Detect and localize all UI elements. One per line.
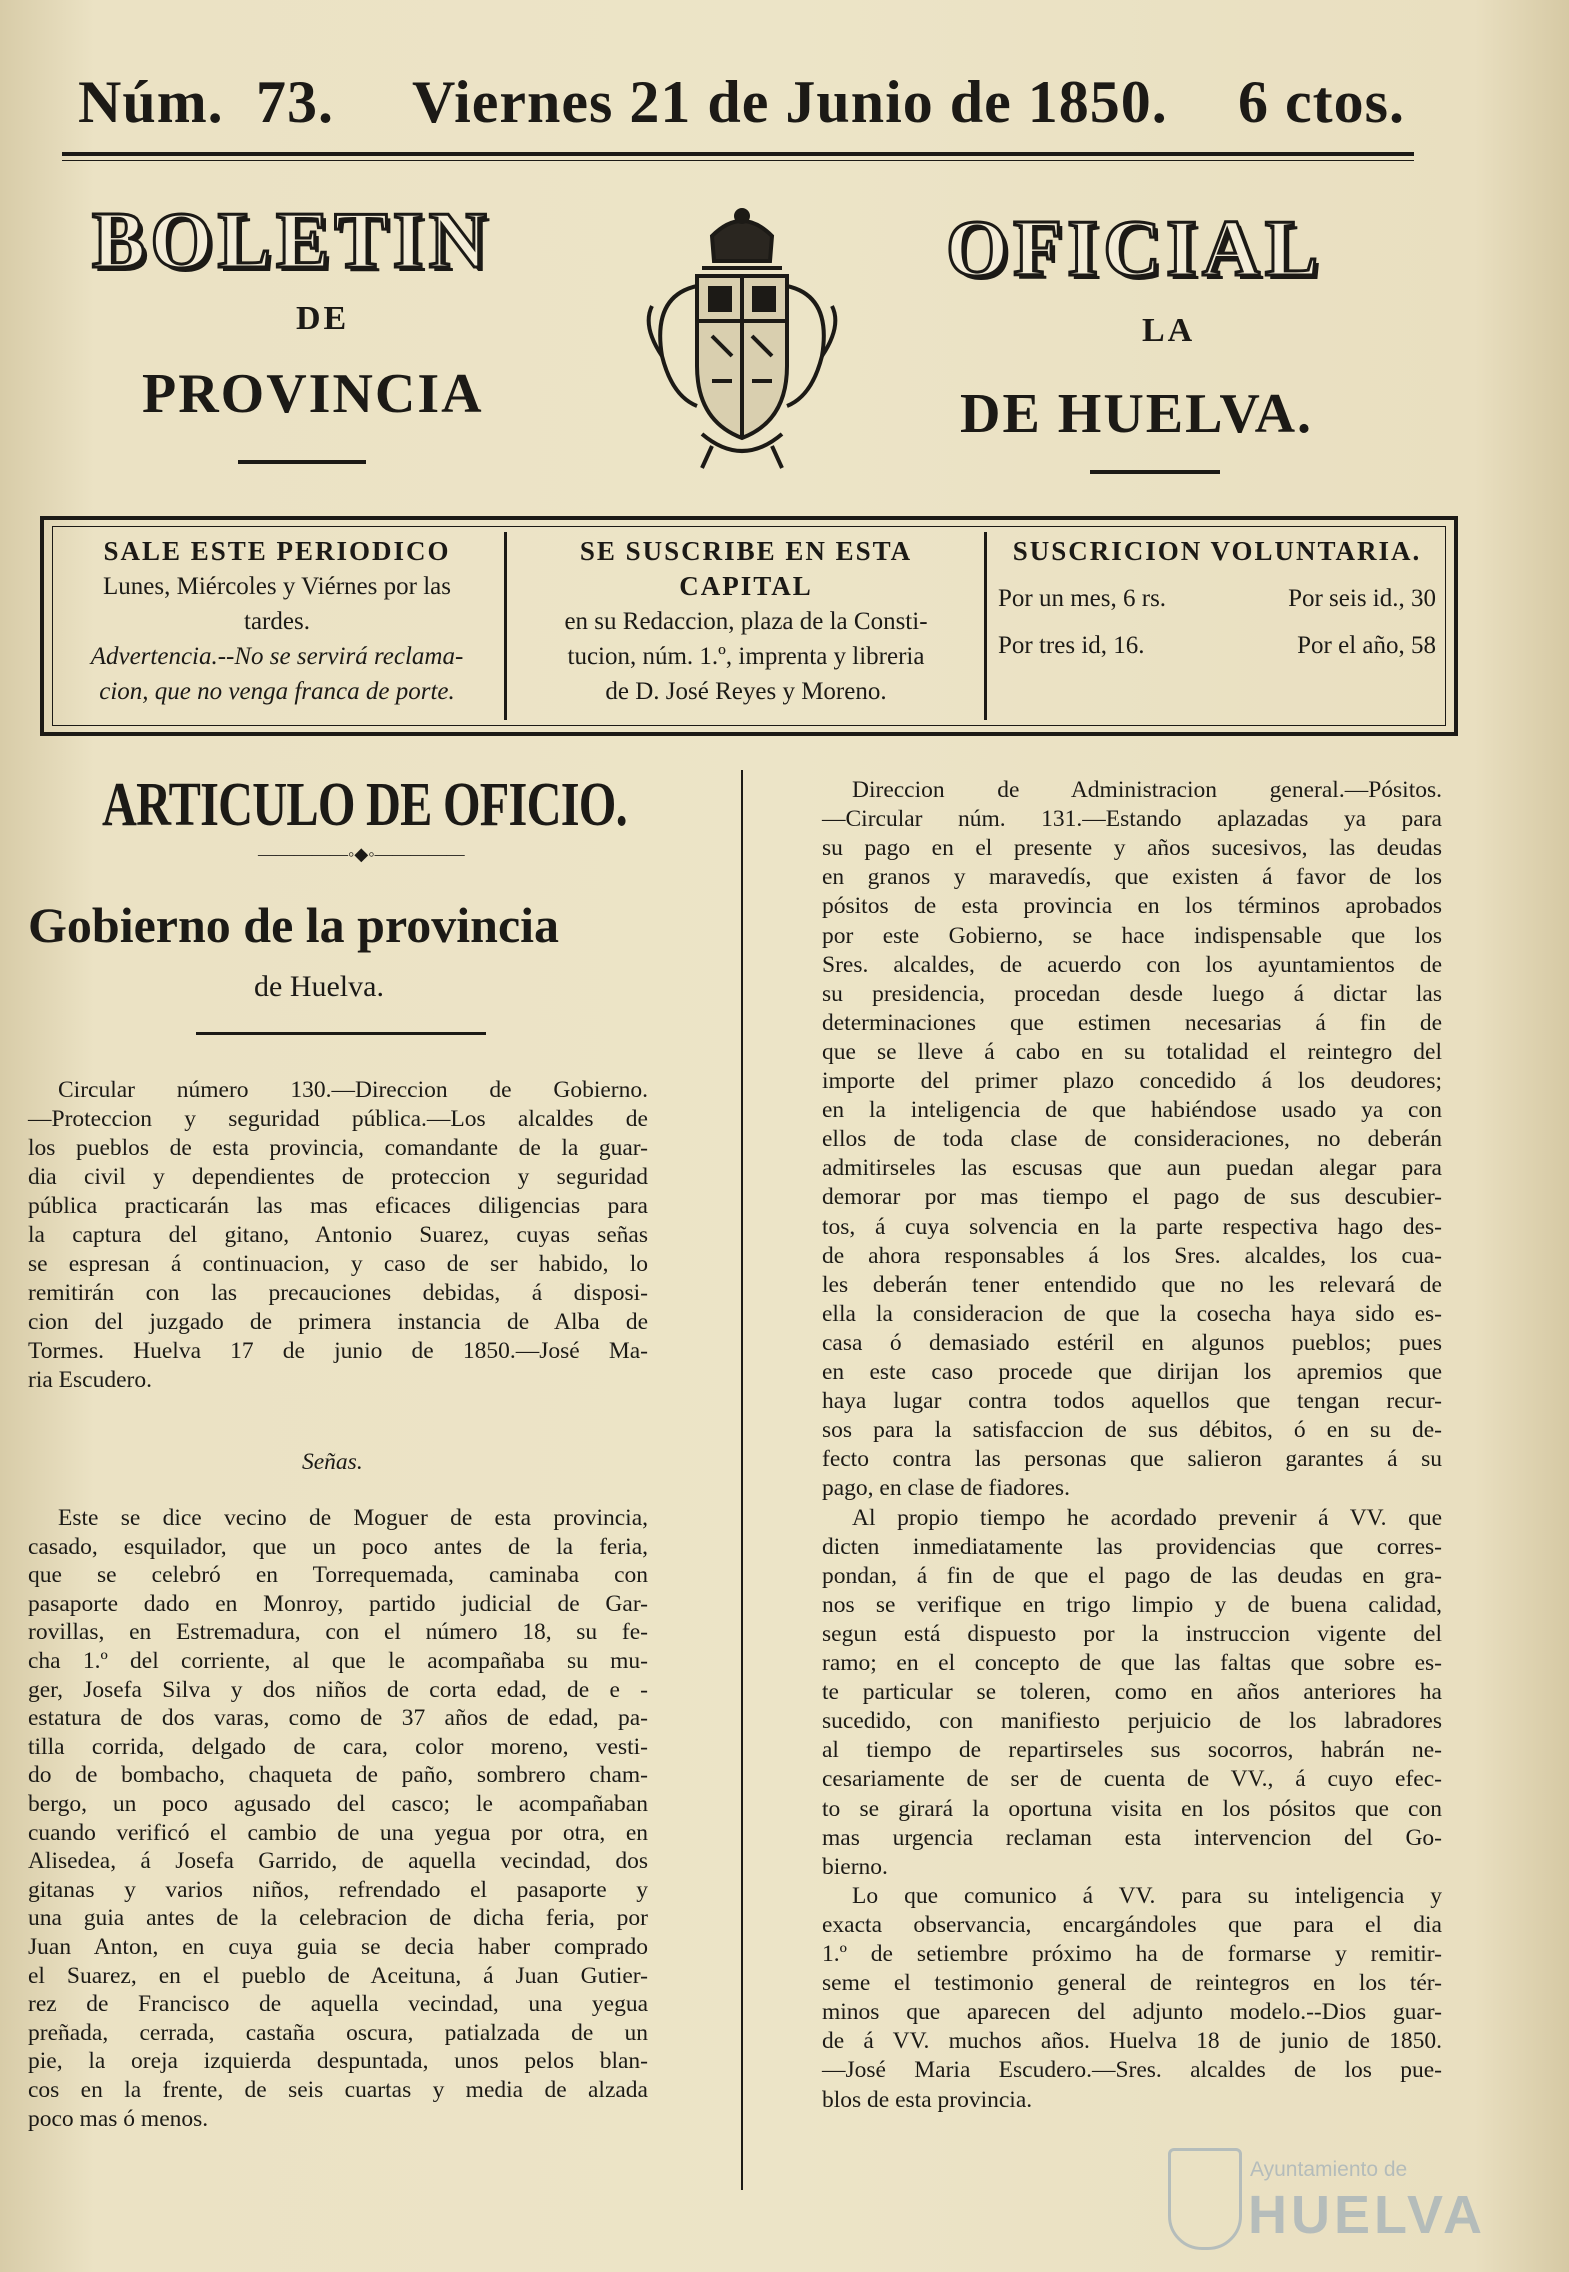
text-line: casa ó demasiado estéril en algunos pueblos; pues — [822, 1329, 1442, 1356]
text-line: te particular se toleren, como en años anteriores ha — [822, 1679, 1442, 1706]
title-de: DE — [296, 300, 350, 337]
text-line: pasaporte dado en Monroy, partido judicial de Gar- — [28, 1590, 648, 1617]
watermark — [1168, 2148, 1486, 2248]
coat-of-arms-icon — [642, 206, 842, 476]
text-line: Direccion de Administracion general.—Pósitos. — [852, 777, 1442, 803]
info-col-subscribe — [512, 534, 980, 709]
text-line: preñada, cerrada, castaña oscura, patialzada de un — [28, 2019, 648, 2046]
text-line: determinaciones que estimen necesarias á fin de — [822, 1009, 1442, 1036]
info-prices-row1 — [992, 581, 1442, 616]
text-line: Circular número 130.—Direccion de Gobierno. — [58, 1077, 648, 1103]
info-divider-1 — [504, 532, 507, 720]
text-line: sucedido, con manifiesto perjuicio de los labradores — [822, 1708, 1442, 1735]
title-oficial: OFICIAL — [946, 205, 1324, 293]
title-la: LA — [1142, 312, 1196, 349]
text-line: de á VV. muchos años. Huelva 18 de junio de 1850. — [822, 2028, 1442, 2055]
info-subscribe-line1: en su Redaccion, plaza de la Consti- — [564, 608, 928, 635]
info-col-prices — [992, 534, 1442, 663]
text-line: dia civil y dependientes de proteccion y seguridad — [28, 1164, 648, 1190]
text-line: su presidencia, procedan desde luego á dictar las — [822, 980, 1442, 1007]
text-line: ella la consideracion de que la cosecha haya sido es- — [822, 1300, 1442, 1327]
issue-number-label: Núm. — [78, 69, 224, 135]
info-prices-heading: SUSCRICION VOLUNTARIA. — [1012, 536, 1422, 566]
text-line: cuando verificó el cambio de una yegua por otra, en — [28, 1819, 648, 1846]
title-de-huelva: DE HUELVA. — [960, 383, 1314, 445]
text-line: bierno. — [822, 1853, 888, 1880]
text-line: sos para la satisfaccion de sus débitos, ó en su de- — [822, 1417, 1442, 1444]
text-line: Al propio tiempo he acordado prevenir á VV. que — [852, 1504, 1442, 1531]
price-three-months: Por tres id, 16. — [998, 632, 1145, 659]
text-line: el Suarez, en el pueblo de Aceituna, á Juan Gutier- — [28, 1962, 648, 1989]
info-publication-time: tardes. — [244, 608, 310, 635]
text-line: Alisedea, á Josefa Garrido, de aquella vecindad, dos — [28, 1848, 648, 1875]
watermark-shield-icon — [1168, 2148, 1242, 2250]
issue-number-value: 73. — [256, 69, 334, 135]
title-provincia: PROVINCIA — [142, 363, 484, 425]
info-subscribe-line3: de D. José Reyes y Moreno. — [605, 678, 887, 705]
section-rule — [196, 1032, 486, 1035]
text-line: ger, Josefa Silva y dos niños de corta edad, de e - — [28, 1676, 648, 1703]
text-line: to se girará la oportuna visita en los pósitos que con — [822, 1795, 1442, 1822]
text-line: —Proteccion y seguridad pública.—Los alcaldes de — [28, 1106, 648, 1132]
text-line: de ahora responsables á los Sres. alcaldes, los cua- — [822, 1242, 1442, 1269]
text-line: Tormes. Huelva 17 de junio de 1850.—José Ma- — [28, 1338, 648, 1364]
text-line: segun está dispuesto por la instruccion vigente del — [822, 1620, 1442, 1647]
text-line: nos se verifique en trigo limpio y de buena calidad, — [822, 1591, 1442, 1618]
text-line: cion del juzgado de primera instancia de Alba de — [28, 1309, 648, 1335]
text-line: minos que aparecen del adjunto modelo.--Dios guar- — [822, 1999, 1442, 2026]
text-line: gitanas y varios niños, refrendado el pasaporte y — [28, 1876, 648, 1903]
text-line: los pueblos de esta provincia, comandante de la guar- — [28, 1135, 648, 1161]
text-line: la captura del gitano, Antonio Suarez, cuyas señas — [28, 1222, 648, 1248]
text-line: —Circular núm. 131.—Estando aplazadas ya para — [822, 806, 1442, 833]
section-heading: Gobierno de la provincia — [28, 897, 560, 953]
watermark-big: HUELVA — [1248, 2185, 1486, 2245]
text-line: cos en la frente, de seis cuartas y media de alzada — [28, 2077, 648, 2103]
text-line: se espresan á continuacion, y caso de ser habido, lo — [28, 1251, 648, 1277]
text-line: casado, esquilador, que un poco antes de la feria, — [28, 1533, 648, 1560]
info-advertencia-cont: cion, que no venga franca de porte. — [99, 678, 455, 705]
text-line: 1.º de setiembre próximo ha de formarse y remitir- — [822, 1941, 1442, 1967]
text-line: su pago en el presente y años sucesivos, las deudas — [822, 835, 1442, 862]
issue-price: 6 ctos. — [1238, 69, 1405, 135]
ornament-divider: —————◦◆◦————— — [258, 844, 465, 864]
text-line: poco mas ó menos. — [28, 2105, 209, 2132]
article-heading: ARTICULO DE OFICIO. — [102, 771, 627, 839]
text-line: en la inteligencia de que habiéndose usado ya con — [822, 1097, 1442, 1124]
text-line: admitirseles las escusas que aun puedan alegar para — [822, 1155, 1442, 1182]
title-boletin: BOLETIN — [92, 197, 492, 285]
senas-heading: Señas. — [302, 1449, 363, 1475]
text-line: blos de esta provincia. — [822, 2086, 1033, 2113]
text-line: fecto contra las personas que salieron garantes á su — [822, 1446, 1442, 1473]
subscription-box — [40, 516, 1458, 736]
masthead-rule — [62, 152, 1414, 156]
text-line: por este Gobierno, se hace indispensable que los — [822, 922, 1442, 949]
price-six-months: Por seis id., 30 — [1288, 585, 1436, 612]
info-subscribe-line2: tucion, núm. 1.º, imprenta y libreria — [567, 643, 925, 670]
text-line: cesariamente de ser de cuenta de VV., á cuyo efec- — [822, 1766, 1442, 1793]
issue-date: Viernes 21 de Junio de 1850. — [412, 69, 1168, 135]
text-line: rovillas, en Estremadura, con el número 18, su fe- — [28, 1619, 648, 1646]
text-line: Este se dice vecino de Moguer de esta provincia, — [58, 1505, 648, 1531]
text-line: tilla corrida, delgado de cara, color moreno, vesti- — [28, 1733, 648, 1760]
watermark-small: Ayuntamiento de — [1250, 2158, 1408, 2181]
text-line: ramo; en el concepto de que las faltas que sobre es- — [822, 1650, 1442, 1676]
info-divider-2 — [984, 532, 987, 720]
text-line: una guia antes de la celebracion de dicha feria, por — [28, 1905, 648, 1932]
text-line: haya lugar contra todos aquellos que tengan recur- — [822, 1388, 1442, 1415]
text-line: Sres. alcaldes, de acuerdo con los ayuntamientos de — [822, 951, 1442, 978]
text-line: ria Escudero. — [28, 1367, 152, 1393]
info-subscribe-heading: SE SUSCRIBE EN ESTA CAPITAL — [579, 536, 913, 601]
title-rule-right — [1090, 470, 1220, 474]
text-line: do de bombacho, chaqueta de paño, sombrero cham- — [28, 1762, 648, 1789]
text-line: en granos y maravedís, que existen á favor de los — [822, 864, 1442, 891]
text-line: pósitos de esta provincia en los términos aprobados — [822, 893, 1442, 920]
text-line: remitirán con las precauciones debidas, á disposi- — [28, 1280, 648, 1306]
text-line: les deberán tener entendido que no les relevará de — [822, 1271, 1442, 1298]
info-publication-heading: SALE ESTE PERIODICO — [103, 536, 451, 566]
info-publication-days: Lunes, Miércoles y Viérnes por las — [103, 573, 451, 600]
text-line: que se celebró en Torrequemada, caminaba con — [28, 1562, 648, 1589]
text-line: Juan Anton, en cuya guia se decia haber comprado — [28, 1934, 648, 1960]
text-line: pago, en clase de fiadores. — [822, 1475, 1070, 1502]
text-line: bergo, un poco agusado del casco; le acompañaban — [28, 1791, 648, 1817]
column-divider — [741, 770, 743, 2190]
price-one-month: Por un mes, 6 rs. — [998, 585, 1167, 612]
price-year: Por el año, 58 — [1297, 632, 1436, 659]
info-advertencia: Advertencia.--No se servirá reclama- — [90, 643, 464, 670]
text-line: importe del primer plazo concedido á los deudores; — [822, 1068, 1442, 1094]
text-line: exacta observancia, encargándoles que para el dia — [822, 1911, 1442, 1938]
text-line: pública practicarán las mas eficaces diligencias para — [28, 1193, 648, 1219]
text-line: pondan, á fin de que el pago de las deudas en gra- — [822, 1562, 1442, 1589]
info-prices-row2 — [992, 628, 1442, 663]
text-line: seme el testimonio general de reintegros en los tér- — [822, 1970, 1442, 1997]
section-subheading: de Huelva. — [254, 970, 384, 1003]
text-line: rez de Francisco de aquella vecindad, una yegua — [28, 1991, 648, 2018]
title-rule-left — [238, 460, 366, 464]
text-line: cha 1.º del corriente, al que le acompañaba su mu- — [28, 1648, 648, 1674]
text-line: pie, la oreja izquierda despuntada, unos pelos blan- — [28, 2048, 648, 2075]
text-line: —José Maria Escudero.—Sres. alcaldes de los pue- — [822, 2057, 1442, 2084]
text-line: en este caso procede que dirijan los apremios que — [822, 1359, 1442, 1385]
text-line: estatura de dos varas, como de 37 años de edad, pa- — [28, 1705, 648, 1732]
text-line: que se lleve á cabo en su totalidad el reintegro del — [822, 1038, 1442, 1065]
info-col-publication — [52, 534, 502, 709]
text-line: demorar por mas tiempo el pago de sus descubier- — [822, 1184, 1442, 1211]
text-line: tos, á cuya solvencia en la parte respectiva hago des- — [822, 1213, 1442, 1240]
text-line: ellos de toda clase de consideraciones, no deberán — [822, 1126, 1442, 1153]
masthead-rule-thin — [62, 160, 1414, 161]
text-line: Lo que comunico á VV. para su inteligencia y — [852, 1882, 1442, 1909]
text-line: mas urgencia reclaman esta intervencion del Go- — [822, 1824, 1442, 1851]
text-line: dicten inmediatamente las providencias que corres- — [822, 1533, 1442, 1560]
text-line: al tiempo de repartirseles sus socorros, habrán ne- — [822, 1737, 1442, 1764]
